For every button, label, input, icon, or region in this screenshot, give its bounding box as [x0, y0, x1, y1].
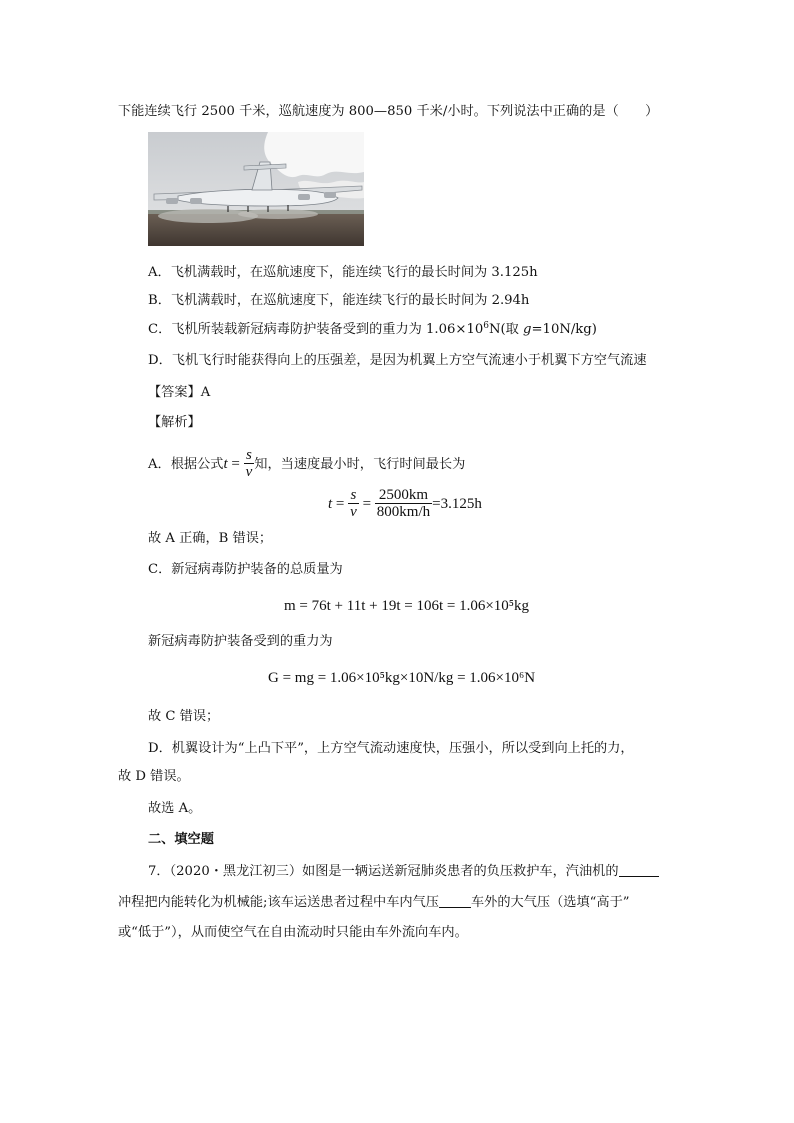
q7-line3: 或“低于”），从而使空气在自由流动时只能由车外流向车内。: [118, 925, 468, 940]
q7-line2: 冲程把内能转化为机械能;该车运送患者过程中车内气压 车外的大气压（选填“高于”: [118, 895, 630, 910]
analysis-heading: 【解析】: [148, 415, 201, 430]
option-b: B．飞机满载时，在巡航速度下，能连续飞行的最长时间为 2.94h: [148, 293, 530, 308]
equation-mass: m = 76t + 11t + 19t = 106t = 1.06×10⁵kg: [284, 598, 530, 614]
answer: 【答案】A: [148, 385, 211, 400]
conclusion-ab: 故 A 正确，B 错误；: [148, 531, 273, 546]
q7-blank-1[interactable]: [619, 862, 659, 877]
analysis-d-line1: D．机翼设计为“上凸下平”，上方空气流动速度快，压强小，所以受到向上托的力，: [148, 741, 634, 756]
section-title: 二、填空题: [148, 832, 214, 847]
airplane-photo: [148, 132, 364, 246]
option-d: D．飞机飞行时能获得向上的压强差，是因为机翼上方空气流速小于机翼下方空气流速: [148, 353, 647, 368]
question-stem: 下能连续飞行 2500 千米，巡航速度为 800—850 千米/小时。下列说法中正确的是（ ）: [118, 104, 659, 119]
q7-blank-2[interactable]: [439, 893, 471, 908]
option-a: A．飞机满载时，在巡航速度下，能连续飞行的最长时间为 3.125h: [148, 265, 538, 280]
equation-gravity: G = mg = 1.06×10⁵kg×10N/kg = 1.06×10⁶N: [268, 670, 536, 686]
final-choice: 故选 A。: [148, 801, 202, 816]
analysis-a-intro: A．根据公式t = $\frac{s}{v}$ 知，当速度最小时，飞行时间最长为: [148, 447, 466, 481]
conclusion-c: 故 C 错误；: [148, 709, 220, 724]
analysis-c-gravity: 新冠病毒防护装备受到的重力为: [148, 634, 333, 649]
option-c: C．飞机所装载新冠病毒防护装备受到的重力为 $1.06\times 10^6N$(取 g=10N/kg): [148, 321, 597, 337]
q7-line1: 7．（2020・黑龙江初三）如图是一辆运送新冠肺炎患者的负压救护车，汽油机的: [148, 862, 659, 881]
equation-time: t = $\frac{s}{v}$ = $\frac{2500km}{800km/h}$ =3.125h: [328, 487, 482, 521]
analysis-c-intro: C．新冠病毒防护装备的总质量为: [148, 562, 343, 577]
analysis-d-line2: 故 D 错误。: [118, 769, 190, 784]
